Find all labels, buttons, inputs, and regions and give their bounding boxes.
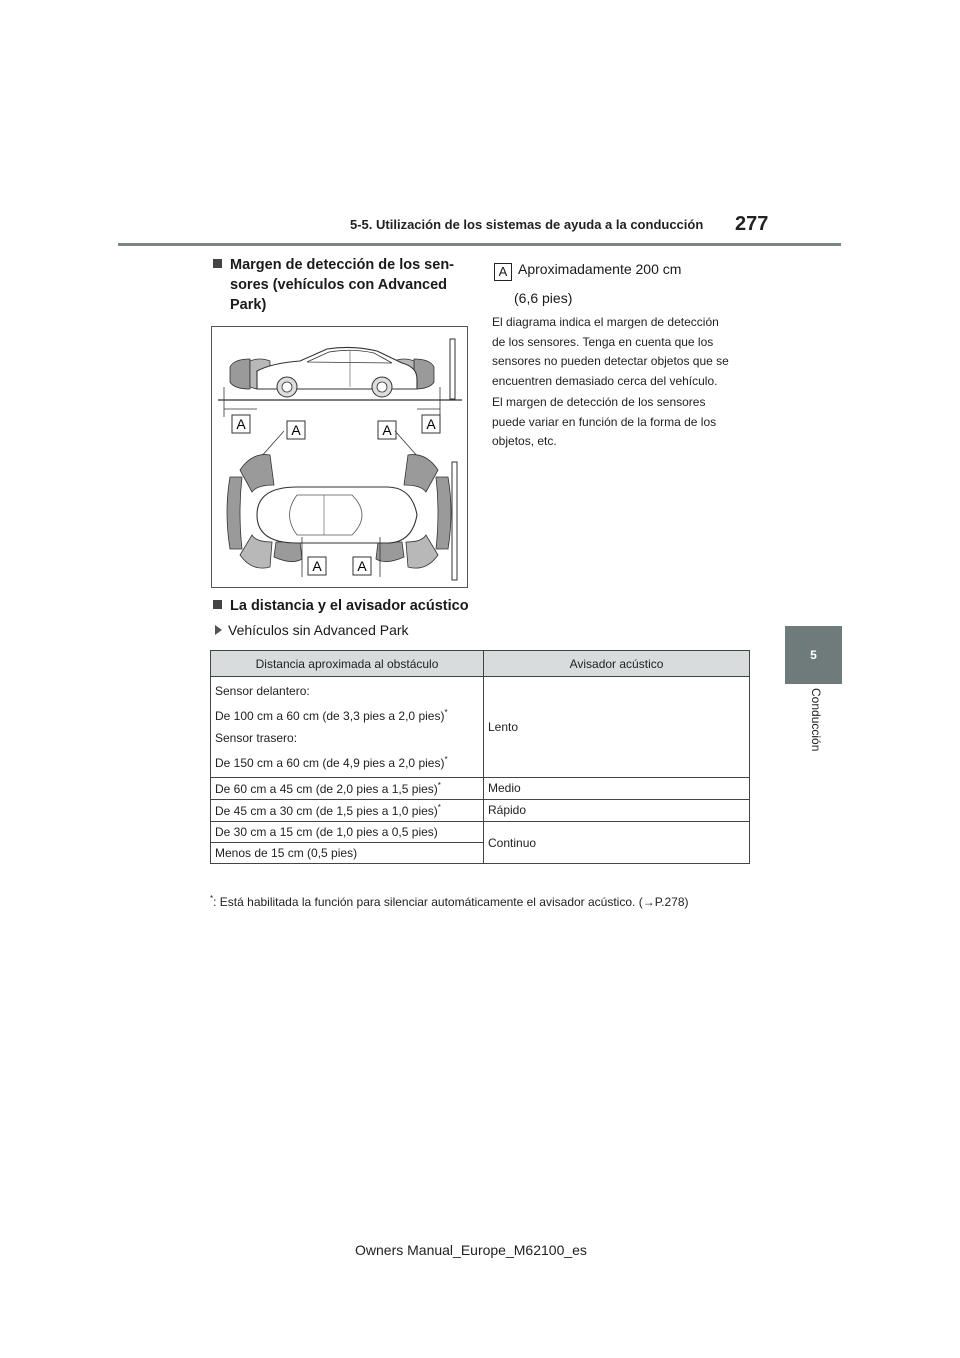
- chapter-tab[interactable]: [785, 626, 842, 684]
- table-row: [211, 778, 750, 800]
- diagram-marker: A: [291, 422, 301, 438]
- section-title: 5-5. Utilización de los sistemas de ayuda a la conducción: [350, 217, 704, 232]
- table-cell: Continuo: [484, 822, 750, 864]
- column-header: Distancia aproximada al obstáculo: [211, 651, 484, 677]
- legend-item: A Aproximadamente 200 cm: [494, 261, 681, 281]
- table-cell: Rápido: [484, 800, 750, 822]
- body-paragraph: El diagrama indica el margen de detección de los sensores. Tenga en cuenta que los sensores no pueden detectar objetos que se encuentren demasiado cerca del vehículo.: [492, 315, 729, 388]
- chapter-label: Conducción: [809, 688, 823, 752]
- triangle-bullet-icon: [215, 625, 222, 635]
- table-cell: De 30 cm a 15 cm (de 1,0 pies a 0,5 pies): [211, 822, 484, 843]
- table-cell: Menos de 15 cm (0,5 pies): [211, 843, 484, 864]
- table-cell: Lento: [484, 677, 750, 778]
- chapter-number: 5: [810, 648, 817, 662]
- table-cell: Sensor delantero: De 100 cm a 60 cm (de 3,3 pies a 2,0 pies)* Sensor trasero: De 150 cm a 60 cm (de 4,9 pies a 2,0 pies)*: [211, 677, 484, 778]
- page-number: 277: [735, 213, 769, 235]
- diagram-marker: A: [382, 422, 392, 438]
- square-bullet-icon: [213, 259, 222, 268]
- sensor-diagram-svg: [212, 327, 467, 587]
- diagram-marker: A: [426, 416, 436, 432]
- diagram-marker: A: [236, 416, 246, 432]
- column-header: Avisador acústico: [484, 651, 750, 677]
- table-row: [211, 800, 750, 822]
- detection-range-heading: Margen de detección de los sen- sores (vehículos con Advanced Park): [213, 255, 468, 315]
- header-divider: [118, 243, 841, 246]
- table-cell: De 60 cm a 45 cm (de 2,0 pies a 1,5 pies)*: [211, 778, 484, 800]
- legend-marker: A: [494, 263, 512, 281]
- sensor-range-diagram: [211, 326, 468, 588]
- table-row: [211, 677, 750, 778]
- table-header-row: [211, 651, 750, 677]
- table-cell: Medio: [484, 778, 750, 800]
- page-footer: Owners Manual_Europe_M62100_es: [355, 1242, 587, 1258]
- distance-buzzer-heading: La distancia y el avisador acústico: [213, 596, 469, 616]
- distance-buzzer-table: [210, 650, 750, 864]
- diagram-marker: A: [357, 558, 367, 574]
- body-paragraph: El margen de detección de los sensores puede variar en función de la forma de los objetos, etc.: [492, 395, 717, 448]
- legend-item-continuation: (6,6 pies): [514, 290, 573, 306]
- vehicle-type-bullet: Vehículos sin Advanced Park: [215, 622, 409, 638]
- table-row: [211, 822, 750, 843]
- diagram-marker: A: [312, 558, 322, 574]
- footnote: *: Está habilitada la función para silenciar automáticamente el avisador acústico. (→P.278): [210, 894, 689, 909]
- table-cell: De 45 cm a 30 cm (de 1,5 pies a 1,0 pies)*: [211, 800, 484, 822]
- square-bullet-icon: [213, 600, 222, 609]
